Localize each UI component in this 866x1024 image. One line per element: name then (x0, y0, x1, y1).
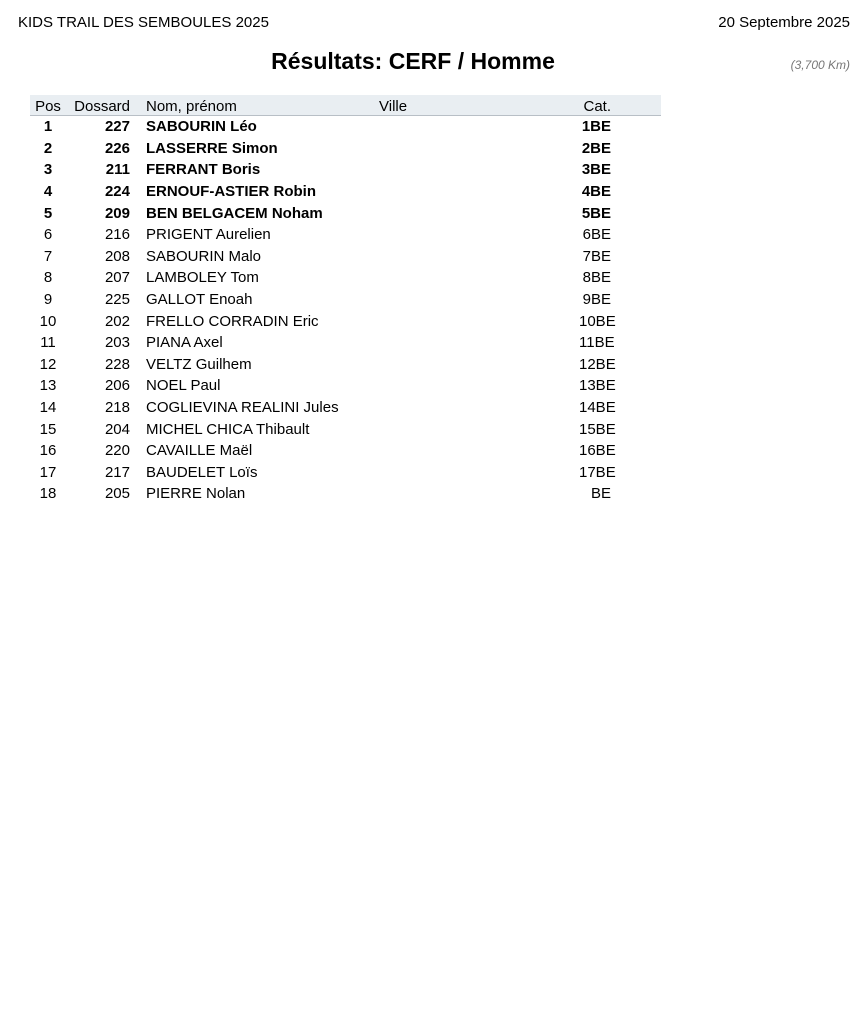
table-row (30, 224, 661, 246)
table-row (30, 310, 661, 332)
column-header-pos: Pos (30, 95, 66, 116)
cell-ville (379, 310, 579, 332)
cell-dossard: 224 (104, 183, 130, 201)
cell-spacer (130, 462, 146, 484)
table-row (30, 418, 661, 440)
cell-spacer-end (611, 159, 661, 181)
cell-nom: BEN BELGACEM Noham (146, 204, 323, 222)
cell-dossard: 202 (104, 312, 130, 330)
cell-nom: FERRANT Boris (146, 161, 261, 179)
cell-cat: 10BE (579, 312, 616, 330)
cell-nom: MICHEL CHICA Thibault (146, 420, 310, 438)
cell-ville (379, 246, 579, 268)
table-row (30, 138, 661, 160)
cell-dossard: 209 (104, 204, 130, 222)
cell-cat: 3BE (581, 161, 611, 179)
cell-spacer-end (611, 418, 661, 440)
cell-dossard: 208 (104, 247, 130, 265)
cell-ville (379, 138, 579, 160)
column-spacer-end (611, 95, 661, 116)
results-table-body (30, 116, 661, 505)
cell-nom: PIANA Axel (146, 334, 223, 352)
cell-cat: 13BE (579, 377, 616, 395)
cell-nom: FRELLO CORRADIN Eric (146, 312, 319, 330)
cell-dossard: 206 (104, 377, 130, 395)
results-table (30, 95, 661, 505)
table-row (30, 267, 661, 289)
cell-ville (379, 462, 579, 484)
cell-nom: LAMBOLEY Tom (146, 269, 259, 287)
cell-cat: 4BE (581, 183, 611, 201)
cell-cat: 15BE (579, 420, 616, 438)
cell-cat: 8BE (582, 269, 611, 287)
cell-cat: 11BE (579, 334, 615, 352)
column-header-cat: Cat. (579, 95, 611, 116)
cell-spacer (130, 354, 146, 376)
cell-cat: 16BE (579, 442, 616, 460)
cell-spacer (130, 116, 146, 138)
cell-ville (379, 418, 579, 440)
cell-spacer-end (611, 138, 661, 160)
cell-spacer (130, 246, 146, 268)
cell-spacer-end (611, 440, 661, 462)
cell-spacer-end (611, 354, 661, 376)
cell-nom: SABOURIN Léo (146, 118, 257, 136)
cell-cat: 14BE (579, 399, 616, 417)
cell-ville (379, 267, 579, 289)
table-row (30, 159, 661, 181)
cell-pos: 18 (39, 485, 57, 503)
cell-pos: 7 (43, 247, 53, 265)
cell-spacer-end (611, 310, 661, 332)
cell-cat: 17BE (579, 463, 616, 481)
cell-pos: 3 (43, 161, 53, 179)
cell-spacer-end (611, 246, 661, 268)
cell-spacer (130, 138, 146, 160)
cell-pos: 4 (43, 183, 53, 201)
cell-ville (379, 440, 579, 462)
table-row (30, 116, 661, 138)
cell-nom: PRIGENT Aurelien (146, 226, 271, 244)
cell-nom: BAUDELET Loïs (146, 463, 258, 481)
cell-ville (379, 375, 579, 397)
cell-cat: 2BE (581, 139, 611, 157)
cell-spacer (130, 397, 146, 419)
cell-spacer-end (611, 332, 661, 354)
cell-spacer (130, 267, 146, 289)
cell-ville (379, 116, 579, 138)
results-table-header (30, 95, 661, 116)
cell-cat: 9BE (582, 291, 611, 309)
cell-dossard: 211 (105, 161, 130, 179)
cell-cat: 6BE (582, 226, 611, 244)
cell-ville (379, 397, 579, 419)
cell-dossard: 225 (104, 291, 130, 309)
cell-cat: 5BE (581, 204, 611, 222)
cell-spacer (130, 375, 146, 397)
cell-pos: 8 (43, 269, 53, 287)
cell-dossard: 203 (104, 334, 130, 352)
cell-pos: 1 (43, 118, 53, 136)
cell-nom: SABOURIN Malo (146, 247, 262, 265)
header-row (30, 95, 661, 116)
cell-cat: 7BE (582, 247, 611, 265)
cell-pos: 12 (39, 355, 57, 373)
event-date: 20 Septembre 2025 (718, 14, 850, 31)
cell-dossard: 216 (104, 226, 130, 244)
cell-nom: VELTZ Guilhem (146, 355, 252, 373)
table-row (30, 246, 661, 268)
cell-nom: GALLOT Enoah (146, 291, 253, 309)
cell-cat: BE (590, 485, 611, 503)
event-name: KIDS TRAIL DES SEMBOULES 2025 (18, 14, 269, 31)
cell-nom: CAVAILLE Maël (146, 442, 253, 460)
cell-nom: PIERRE Nolan (146, 485, 246, 503)
cell-pos: 2 (43, 139, 53, 157)
cell-spacer-end (611, 397, 661, 419)
cell-ville (379, 483, 579, 505)
race-distance: (3,700 Km) (790, 58, 850, 72)
cell-dossard: 226 (104, 139, 130, 157)
cell-cat: 12BE (579, 355, 616, 373)
column-header-ville: Ville (379, 95, 579, 116)
table-row (30, 181, 661, 203)
cell-spacer (130, 181, 146, 203)
cell-pos: 14 (39, 399, 57, 417)
cell-spacer (130, 418, 146, 440)
cell-ville (379, 289, 579, 311)
cell-dossard: 228 (104, 355, 130, 373)
cell-pos: 11 (40, 334, 56, 352)
cell-ville (379, 181, 579, 203)
cell-pos: 17 (39, 463, 57, 481)
cell-ville (379, 159, 579, 181)
cell-spacer (130, 202, 146, 224)
cell-pos: 16 (39, 442, 57, 460)
table-row (30, 375, 661, 397)
cell-cat: 1BE (581, 118, 611, 136)
cell-dossard: 227 (104, 118, 130, 136)
page-title: Résultats: CERF / Homme (271, 48, 555, 74)
cell-spacer-end (611, 267, 661, 289)
cell-pos: 13 (39, 377, 57, 395)
cell-spacer (130, 224, 146, 246)
cell-spacer-end (611, 181, 661, 203)
cell-spacer-end (611, 289, 661, 311)
cell-spacer-end (611, 116, 661, 138)
cell-spacer (130, 440, 146, 462)
column-spacer (130, 95, 146, 116)
cell-dossard: 207 (104, 269, 130, 287)
cell-pos: 9 (43, 291, 53, 309)
table-row (30, 483, 661, 505)
cell-spacer-end (611, 224, 661, 246)
table-row (30, 289, 661, 311)
cell-nom: ERNOUF-ASTIER Robin (146, 183, 316, 201)
cell-pos: 15 (39, 420, 57, 438)
cell-pos: 10 (39, 312, 57, 330)
column-header-dossard: Dossard (66, 95, 130, 116)
cell-dossard: 217 (104, 463, 130, 481)
cell-ville (379, 202, 579, 224)
cell-nom: LASSERRE Simon (146, 139, 278, 157)
cell-spacer-end (611, 202, 661, 224)
table-row (30, 440, 661, 462)
cell-spacer-end (611, 462, 661, 484)
table-row (30, 462, 661, 484)
cell-dossard: 218 (104, 399, 130, 417)
table-row (30, 397, 661, 419)
cell-spacer (130, 332, 146, 354)
column-header-nom: Nom, prénom (146, 95, 379, 116)
cell-spacer (130, 483, 146, 505)
cell-spacer-end (611, 483, 661, 505)
table-row (30, 332, 661, 354)
cell-nom: NOEL Paul (146, 377, 221, 395)
cell-ville (379, 332, 579, 354)
cell-pos: 5 (43, 204, 53, 222)
table-row (30, 202, 661, 224)
cell-spacer (130, 310, 146, 332)
cell-pos: 6 (43, 226, 53, 244)
cell-spacer (130, 159, 146, 181)
cell-dossard: 205 (104, 485, 130, 503)
cell-ville (379, 354, 579, 376)
cell-nom: COGLIEVINA REALINI Jules (146, 399, 339, 417)
cell-dossard: 220 (104, 442, 130, 460)
cell-ville (379, 224, 579, 246)
cell-spacer (130, 289, 146, 311)
cell-dossard: 204 (104, 420, 130, 438)
table-row (30, 354, 661, 376)
cell-spacer-end (611, 375, 661, 397)
